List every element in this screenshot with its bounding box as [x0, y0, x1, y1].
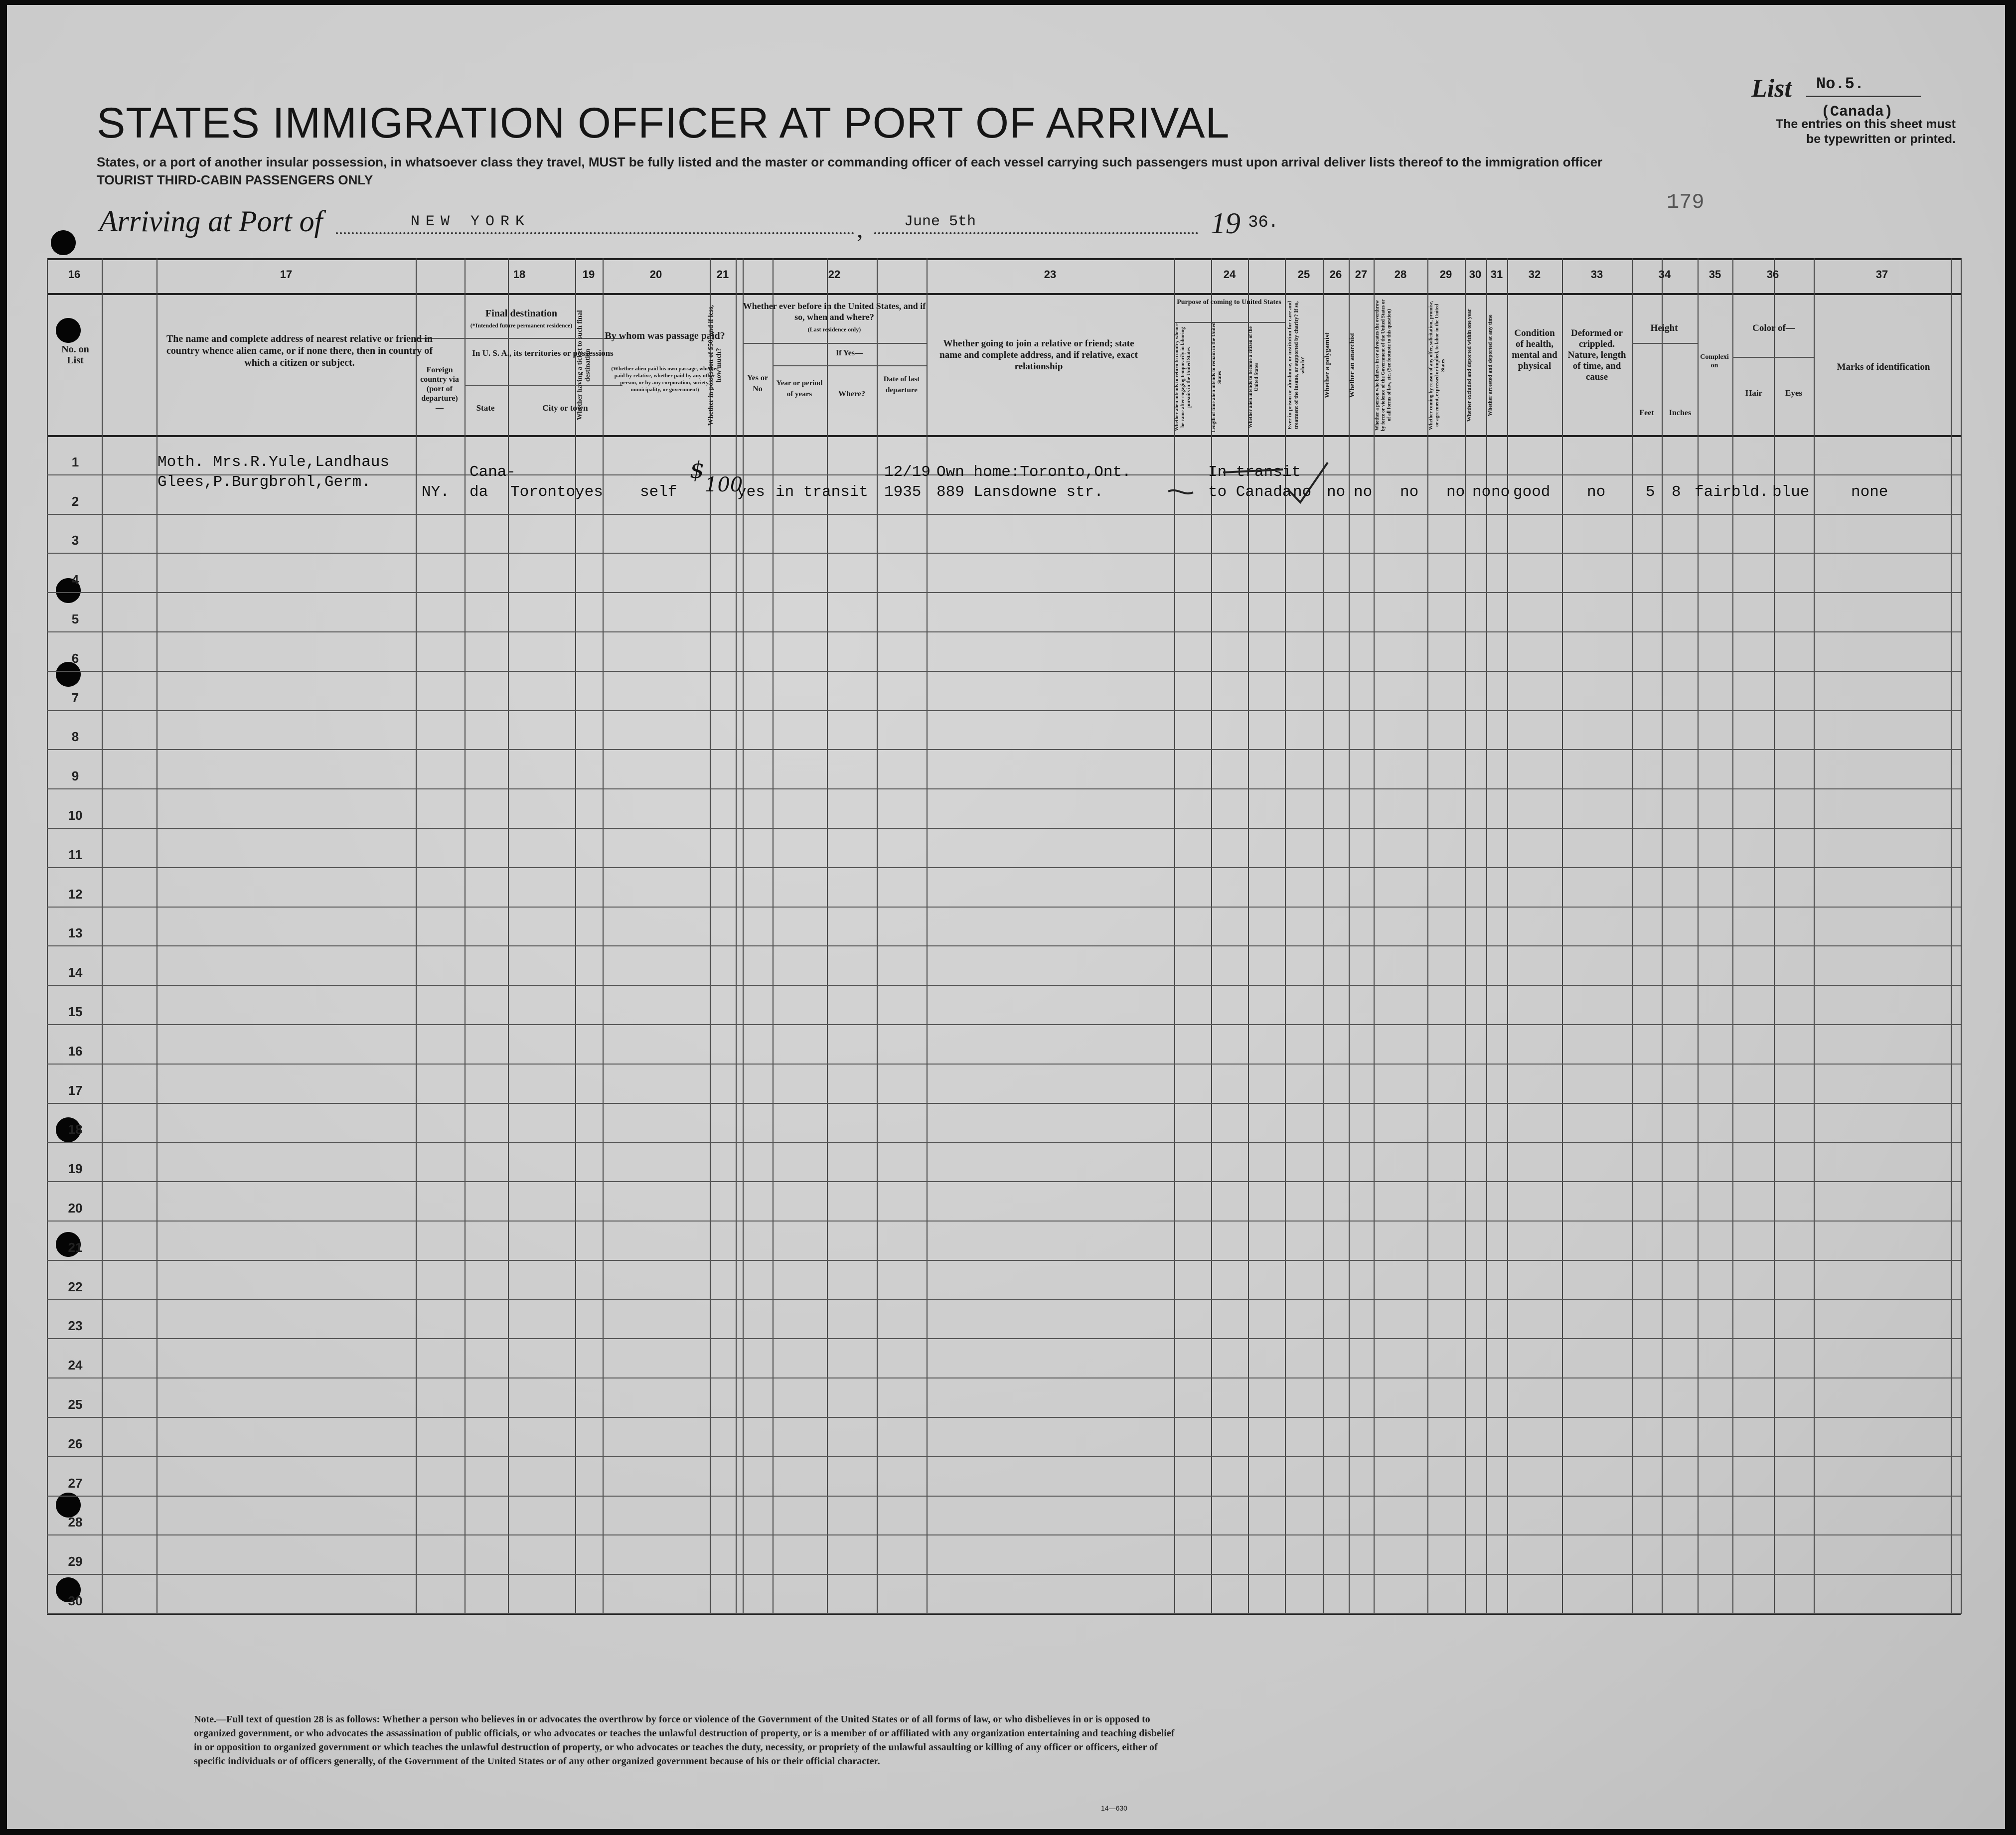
header-deformed: Deformed or crippled. Nature, length of time, and cause	[1567, 328, 1626, 382]
row-number: 12	[68, 887, 83, 902]
date-dotted-line	[874, 232, 1198, 234]
row-number: 29	[68, 1554, 83, 1569]
header-ticket: Whether having a ticket to such final destination	[576, 310, 592, 421]
row-rule	[47, 907, 1961, 908]
column-rule	[1486, 258, 1487, 1614]
entry-money: 100	[705, 473, 743, 496]
row-number: 19	[68, 1161, 83, 1176]
header-height: Height	[1650, 323, 1678, 333]
row-number: 4	[71, 572, 79, 587]
column-number: 24	[1223, 268, 1236, 281]
column-rule	[1961, 258, 1962, 1614]
header-sub-rule	[1632, 343, 1698, 344]
list-number: No.5.	[1816, 75, 1864, 93]
row-rule	[47, 1142, 1961, 1143]
instructions-text: States, or a port of another insular possession, in whatsoever class they travel, MUST be fully listed and the master or commanding officer of each vessel carrying such passengers must upon arrival deliver lists thereof to the immigration officer	[97, 154, 1603, 169]
header-q30: Whether excluded and deported within one year	[1466, 308, 1472, 422]
column-number: 26	[1329, 268, 1342, 281]
row-rule	[47, 945, 1961, 946]
header-ever-in-us: Whether ever before in the United States, and if so, when and where?	[743, 301, 926, 322]
entry-purpose-line1: In transit	[1208, 463, 1301, 481]
entry-joining-line1: Own home:Toronto,Ont.	[936, 463, 1131, 481]
row-rule	[47, 553, 1961, 554]
row-number: 18	[68, 1122, 83, 1137]
row-number: 22	[68, 1279, 83, 1294]
header-hair: Hair	[1745, 388, 1762, 398]
row-number: 17	[68, 1083, 83, 1098]
row-number: 3	[71, 533, 79, 548]
entry-paid-by: self	[640, 483, 677, 501]
header-relative: The name and complete address of nearest relative or friend in country whence alien came, or if none there, then in country of which a citizen or subject.	[166, 333, 433, 368]
column-rule	[1732, 258, 1733, 1614]
header-purpose-citizen: Whether alien intends to become a citizen of the United States	[1248, 326, 1259, 429]
entry-purpose-line2: to Canada	[1208, 483, 1292, 501]
column-number: 16	[68, 268, 81, 281]
column-rule	[1774, 258, 1775, 1614]
row-rule	[47, 1613, 1961, 1614]
row-number: 24	[68, 1358, 83, 1373]
arriving-label: Arriving at Port of	[99, 205, 323, 238]
column-rule	[47, 258, 48, 1614]
column-number: 36	[1766, 268, 1779, 281]
row-number: 20	[68, 1201, 83, 1216]
column-number: 34	[1658, 268, 1671, 281]
column-rule	[773, 258, 774, 1614]
header-no-on-list: No. on List	[61, 344, 89, 366]
header-q28: Whether a person who believes in or advocates the overthrow by force or violence of the Government of the United States or of all forms of law, etc. (See footnote to this question)	[1375, 299, 1392, 432]
entry-eyes: blue	[1772, 483, 1810, 501]
header-q29: Whether coming by reason of any offer, solicitation, promise, or agreement, expressed or implied, to labor in the United States	[1428, 301, 1446, 430]
footnote-q28: Note.—Full text of question 28 is as follows: Whether a person who believes in or advocates the overthrow by force or violence of the Government of the United States or of all forms of law, or who disbelieves in or is opposed to organized government, or who advocates the assassination of public officials, or who advocates or teaches the unlawful destruction of property, or is a member of or affiliated with any organization entertaining and teaching disbelief in or opposition to organized government or which teaches the unlawful destruction of property, or who advocates or teaches the duty, necessity, or propriety of the unlawful assaulting or killing of any officer or officers, either of specific individuals or of officers generally, of the Government of the United States or of any other organized government because of his or their official character.	[194, 1714, 1175, 1767]
column-number: 29	[1439, 268, 1452, 281]
table-top-rule	[47, 258, 1961, 260]
header-complexion: Complexion	[1700, 353, 1729, 369]
row-rule	[47, 1064, 1961, 1065]
row-rule	[47, 1377, 1961, 1378]
row-rule	[47, 514, 1961, 515]
binder-hole	[51, 230, 76, 255]
row-number: 10	[68, 808, 83, 823]
entry-relative-line1: Moth. Mrs.R.Yule,Landhaus	[157, 454, 390, 471]
row-number: 8	[71, 729, 79, 744]
row-rule	[47, 749, 1961, 750]
column-number: 30	[1469, 268, 1482, 281]
header-feet: Feet	[1639, 409, 1654, 417]
entry-last-departure-line1: 12/19	[884, 463, 931, 481]
column-rule	[1349, 258, 1350, 1614]
entry-marks: none	[1851, 483, 1888, 501]
column-rule	[827, 258, 828, 1614]
entry-state-line1: Cana-	[469, 463, 516, 481]
row-rule	[47, 788, 1961, 789]
row-rule	[47, 1299, 1961, 1300]
row-number: 27	[68, 1476, 83, 1491]
header-health: Condition of health, mental and physical	[1512, 328, 1557, 371]
column-rule	[736, 258, 737, 1614]
header-money: Whether in possession of $50, and if less, how much?	[707, 305, 723, 426]
row-number: 13	[68, 925, 83, 940]
header-bottom-rule	[47, 435, 1961, 437]
row-rule	[47, 1260, 1961, 1261]
row-number: 11	[68, 847, 82, 862]
column-rule	[1507, 258, 1508, 1614]
column-rule	[1632, 258, 1633, 1614]
list-region: (Canada)	[1821, 104, 1893, 121]
entry-foreign-port: NY.	[422, 483, 450, 501]
entry-ticket: yes	[575, 483, 603, 501]
header-last-departure: Date of last departure	[883, 375, 920, 394]
row-rule	[47, 710, 1961, 711]
entry-money-symbol: $	[690, 457, 705, 483]
column-number: 20	[649, 268, 662, 281]
row-rule	[47, 828, 1961, 829]
column-rule	[575, 258, 576, 1614]
header-q31: Whether arrested and deported at any time	[1487, 314, 1493, 416]
row-number: 25	[68, 1397, 83, 1412]
row-rule	[47, 1534, 1961, 1535]
column-rule	[1662, 258, 1663, 1614]
entry-joining-line2: 889 Lansdowne str.	[936, 483, 1103, 501]
row-rule	[47, 1181, 1961, 1182]
header-final-destination: Final destination	[485, 308, 557, 319]
column-number: 37	[1875, 268, 1888, 281]
column-number: 28	[1394, 268, 1407, 281]
row-rule	[47, 1456, 1961, 1457]
row-number: 6	[71, 651, 79, 666]
sheet-number: 179	[1667, 190, 1705, 214]
row-rule	[47, 1024, 1961, 1025]
row-rule	[47, 1496, 1961, 1497]
page-title: STATES IMMIGRATION OFFICER AT PORT OF ARRIVAL	[97, 99, 1230, 147]
row-rule	[47, 671, 1961, 672]
column-number: 21	[716, 268, 729, 281]
column-number: 35	[1708, 268, 1721, 281]
column-rule	[1698, 258, 1699, 1614]
entry-q28: no	[1400, 483, 1419, 501]
row-number: 14	[68, 965, 83, 980]
header-year-period: Year or period of years	[776, 379, 823, 398]
header-sub-rule	[1732, 357, 1814, 358]
entry-inches: 8	[1672, 483, 1681, 501]
row-number: 15	[68, 1004, 83, 1019]
column-rule	[1374, 258, 1375, 1614]
row-number: 21	[68, 1240, 83, 1255]
column-rule	[102, 258, 103, 1614]
entries-note	[1711, 117, 1956, 147]
row-number: 30	[68, 1593, 83, 1608]
header-sub-rule	[465, 385, 622, 386]
column-rule	[710, 258, 711, 1614]
column-rule	[743, 258, 744, 1614]
entries-note-line2: be typewritten or printed.	[1806, 132, 1956, 146]
row-rule	[47, 1574, 1961, 1575]
list-underline	[1806, 96, 1921, 97]
row-number: 16	[68, 1044, 83, 1059]
entry-relative-line2: Glees,P.Burgbrohl,Germ.	[157, 473, 371, 491]
row-rule	[47, 985, 1961, 986]
header-polygamist: Whether a polygamist	[1324, 332, 1331, 398]
header-yes-no: Yes or No	[747, 374, 769, 393]
row-rule	[47, 631, 1961, 632]
port-dotted-line	[336, 232, 854, 234]
manifest-page	[7, 5, 2005, 1829]
header-marks: Marks of identification	[1837, 362, 1930, 372]
row-number: 7	[71, 690, 79, 705]
entry-deformed: no	[1587, 483, 1606, 501]
column-number: 33	[1590, 268, 1603, 281]
column-rule	[508, 258, 509, 1614]
entry-hair: bld.	[1731, 483, 1769, 501]
entry-polygamist: no	[1327, 483, 1346, 501]
header-eyes: Eyes	[1785, 388, 1802, 398]
entry-q29: no	[1446, 483, 1465, 501]
header-sub-rule	[773, 365, 927, 366]
header-inches: Inches	[1669, 409, 1692, 417]
row-rule	[47, 1338, 1961, 1339]
row-number: 26	[68, 1436, 83, 1451]
entry-anarchist: no	[1354, 483, 1373, 501]
row-number: 5	[71, 612, 79, 626]
column-number: 18	[513, 268, 526, 281]
column-number: 31	[1490, 268, 1503, 281]
row-rule	[47, 867, 1961, 868]
header-color-of: Color of—	[1752, 323, 1795, 333]
entry-ever-in-us: yes	[737, 483, 765, 501]
form-number: 14—630	[1101, 1804, 1127, 1812]
passenger-class-note: TOURIST THIRD-CABIN PASSENGERS ONLY	[97, 172, 373, 187]
comma-sep: ,	[857, 215, 863, 243]
column-number: 32	[1528, 268, 1541, 281]
column-number: 25	[1297, 268, 1310, 281]
column-rule	[416, 258, 417, 1614]
year-prefix: 19	[1211, 207, 1241, 240]
column-rule	[1562, 258, 1563, 1614]
header-where: Where?	[838, 390, 865, 398]
entry-q31: no	[1491, 483, 1510, 501]
port-value: NEW YORK	[411, 213, 531, 230]
entry-state-line2: da	[469, 483, 488, 501]
entry-where: in transit	[775, 483, 869, 501]
header-final-destination-note: (*Intended future permanent residence)	[470, 322, 573, 329]
row-rule	[47, 1221, 1961, 1222]
entry-last-departure-line2: 1935	[884, 483, 922, 501]
column-number: 22	[828, 268, 841, 281]
column-rule	[1427, 258, 1428, 1614]
column-number: 17	[280, 268, 293, 281]
column-rule	[1951, 258, 1952, 1614]
year-suffix: 36.	[1248, 213, 1279, 232]
header-sub-rule	[743, 343, 927, 344]
row-number: 1	[71, 455, 79, 469]
column-rule	[877, 258, 878, 1614]
header-anarchist: Whether an anarchist	[1349, 332, 1356, 398]
column-number: 19	[582, 268, 595, 281]
entry-prison: no	[1293, 483, 1312, 501]
entry-complexion: fair	[1695, 483, 1732, 501]
row-number: 9	[71, 768, 79, 783]
header-last-residence: (Last residence only)	[807, 326, 861, 333]
column-number: 23	[1044, 268, 1057, 281]
row-number: 23	[68, 1318, 83, 1333]
entries-note-line1: The entries on this sheet must	[1775, 117, 1956, 131]
row-rule	[47, 592, 1961, 593]
header-state: State	[476, 403, 495, 413]
entry-health: good	[1513, 483, 1551, 501]
arrival-date: June 5th	[904, 213, 976, 230]
manifest-table	[47, 258, 1961, 1614]
entry-feet: 5	[1646, 483, 1655, 501]
header-joining: Whether going to join a relative or friend; state name and complete address, and if relative, exact relationship	[939, 338, 1138, 372]
column-rule	[1814, 258, 1815, 1614]
header-city: City or town	[542, 403, 588, 413]
colnum-rule	[47, 293, 1961, 295]
entry-city: Toronto	[510, 483, 576, 501]
row-number: 28	[68, 1515, 83, 1529]
header-passage-paid: By whom was passage paid?	[605, 330, 725, 341]
column-rule	[603, 258, 604, 1614]
header-purpose: Purpose of coming to United States	[1177, 299, 1281, 306]
header-passage-note: (Whether alien paid his own passage, whether paid by relative, whether paid by any other person, or by any corporation, society, municipality, or government)	[611, 366, 719, 393]
column-rule	[927, 258, 928, 1614]
column-number: 27	[1355, 268, 1368, 281]
column-rule	[1465, 258, 1466, 1614]
header-if-yes: If Yes—	[835, 349, 863, 357]
header-purpose-return: Whether alien intends to return to country whence he came after engaging temporarily in laboring pursuits in the United States	[1174, 323, 1192, 432]
header-foreign-country: Foreign country via (port of departure)—	[420, 366, 459, 412]
row-rule	[47, 1103, 1961, 1104]
row-number: 2	[71, 494, 79, 509]
header-purpose-length: Length of time alien intends to remain in the United States	[1211, 322, 1223, 433]
list-label: List	[1751, 74, 1792, 103]
row-rule	[47, 1417, 1961, 1418]
header-prison: Ever in prison or almshouse, or institution for care and treatment of the insane, or supported by charity? If so, which?	[1287, 301, 1306, 430]
header-in-usa: In U. S. A., its territories or possessions	[472, 348, 614, 358]
entry-q30: no	[1472, 483, 1491, 501]
